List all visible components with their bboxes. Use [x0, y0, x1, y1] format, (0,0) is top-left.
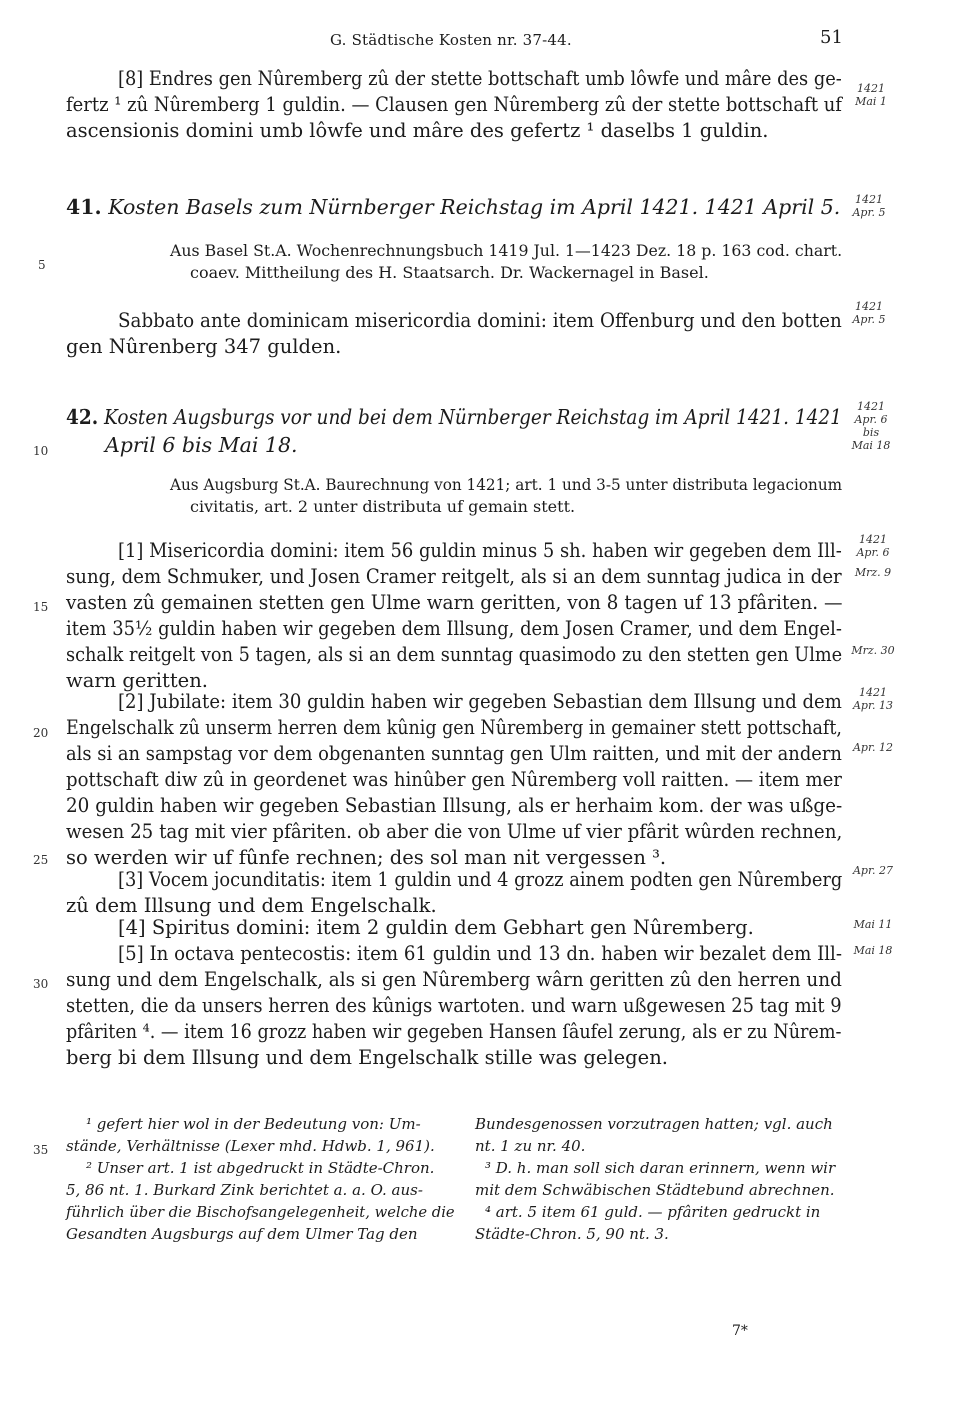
line-number-25: 25: [33, 853, 49, 867]
margin-date-mrz9: Mrz. 9: [854, 566, 892, 579]
footnote-right-line-3: ³ D. h. man soll sich daran erinnern, wenn wir: [485, 1159, 836, 1177]
intro-line-3: ascensionis domini umb lôwfe und mâre des gefertz ¹ daselbs 1 guldin.: [66, 119, 769, 142]
doc42-line-10: pottschaft diw zû in geordenet was hinûber gen Nûremberg voll raitten. — item mer: [66, 768, 842, 791]
doc42-line-4: item 35½ guldin haben wir gegeben dem Illsung, dem Josen Cramer, und dem Engel-: [66, 617, 842, 640]
doc41-number: 41.: [66, 195, 102, 219]
footnote-right-line-1: Bundesgenossen vorzutragen hatten; vgl. auch: [475, 1115, 833, 1133]
margin-date-mai11: Mai 11: [853, 918, 893, 931]
margin-date-intro: 1421 Mai 1: [855, 82, 887, 108]
margin-date-mai18: Mai 18: [853, 944, 893, 957]
margin-date-doc41: 1421 Apr. 5: [852, 193, 886, 219]
footnote-left-line-6: Gesandten Augsburgs auf dem Ulmer Tag den: [66, 1225, 418, 1243]
margin-date-doc42: 1421 Apr. 6 bis Mai 18: [851, 400, 891, 452]
intro-line-2: fertz ¹ zû Nûremberg 1 guldin. — Clausen gen Nûremberg zû der stette bottschaft uf: [66, 93, 842, 116]
footnote-left-line-5: führlich über die Bischofsangelegenheit, welche die: [66, 1203, 455, 1221]
margin-date-mrz30: Mrz. 30: [851, 644, 895, 657]
doc41-source-line-1: Aus Basel St.A. Wochenrechnungsbuch 1419 Jul. 1—1423 Dez. 18 p. 163 cod. chart.: [170, 241, 843, 260]
footnote-left-line-2: stände, Verhältnisse (Lexer mhd. Hdwb. 1, 961).: [66, 1137, 435, 1155]
doc42-line-13: so werden wir uf fûnfe rechnen; des sol man nit vergessen ³.: [66, 846, 667, 869]
doc42-line-21: berg bi dem Illsung und dem Engelschalk stille was gelegen.: [66, 1046, 668, 1069]
footnote-right-line-2: nt. 1 zu nr. 40.: [475, 1137, 586, 1155]
line-number-30: 30: [33, 977, 49, 991]
footnote-right-line-4: mit dem Schwäbischen Städtebund abrechnen.: [475, 1181, 835, 1199]
margin-date-apr13: 1421 Apr. 13: [852, 686, 894, 712]
doc42-line-18: sung und dem Engelschalk, als si gen Nûremberg wârn geritten zû den herren und: [66, 968, 842, 991]
doc41-body-line-2: gen Nûrenberg 347 gulden.: [66, 335, 342, 358]
running-title: G. Städtische Kosten nr. 37-44.: [330, 31, 572, 49]
footnote-right-line-6: Städte-Chron. 5, 90 nt. 3.: [475, 1225, 669, 1243]
footnote-right-line-5: ⁴ art. 5 item 61 guld. — pfâriten gedruckt in: [485, 1203, 821, 1221]
doc42-line-20: pfâriten ⁴. — item 16 grozz haben wir gegeben Hansen ſâufel zerung, als er zu Nûrem-: [66, 1020, 842, 1043]
footnote-left-line-4: 5, 86 nt. 1. Burkard Zink berichtet a. a. O. aus-: [66, 1181, 423, 1199]
doc42-line-19: stetten, die da unsers herren des kûnigs wartoten. und warn ußgewesen 25 tag mit 9: [66, 994, 842, 1017]
doc42-title-line-1: Kosten Augsburgs vor und bei dem Nürnberger Reichstag im April 1421. 1421: [104, 405, 842, 429]
line-number-15: 15: [33, 600, 49, 614]
footnote-left-line-3: ² Unser art. 1 ist abgedruckt in Städte-Chron.: [86, 1159, 435, 1177]
doc41-body-line-1: Sabbato ante dominicam misericordia domini: item Offenburg und den botten: [118, 309, 842, 332]
margin-date-apr27: Apr. 27: [852, 864, 894, 877]
doc42-line-17: [5] In octava pentecostis: item 61 guldin und 13 dn. haben wir bezalet dem Ill-: [118, 942, 843, 965]
doc42-line-12: wesen 25 tag mit vier pfâriten. ob aber die von Ulme uf vier pfârit wûrden rechnen,: [66, 820, 843, 843]
doc42-line-16: [4] Spiritus domini: item 2 guldin dem Gebhart gen Nûremberg.: [118, 916, 754, 939]
doc42-title-line-2: April 6 bis Mai 18.: [105, 433, 298, 457]
doc42-line-3: vasten zû gemainen stetten gen Ulme warn geritten, von 8 tagen uf 13 pfâriten. —: [66, 591, 843, 614]
line-number-20: 20: [33, 726, 49, 740]
line-number-35: 35: [33, 1143, 49, 1157]
doc42-heading: [66, 405, 842, 429]
margin-date-apr6: 1421 Apr. 6: [856, 533, 890, 559]
doc42-line-2: sung, dem Schmuker, und Josen Cramer reitgelt, als si an dem sunntag judica in der: [66, 565, 842, 588]
doc42-line-1: [1] Misericordia domini: item 56 guldin minus 5 sh. haben wir gegeben dem Ill-: [118, 539, 842, 562]
line-number-10: 10: [33, 444, 49, 458]
doc42-line-15: zû dem Illsung und dem Engelschalk.: [66, 894, 437, 917]
doc42-line-5: schalk reitgelt von 5 tagen, als si an dem sunntag quasimodo zu den stetten gen Ulme: [66, 643, 843, 666]
doc42-source-line-1: Aus Augsburg St.A. Baurechnung von 1421; art. 1 und 3-5 unter distributa legacionum: [170, 475, 843, 494]
intro-line-1: [8] Endres gen Nûremberg zû der stette bottschaft umb lôwfe und mâre des ge-: [118, 67, 842, 90]
doc41-heading: [66, 195, 840, 219]
margin-date-doc41-body: 1421 Apr. 5: [852, 300, 886, 326]
doc42-source-line-2: civitatis, art. 2 unter distributa uf gemain stett.: [190, 497, 576, 516]
margin-date-apr12: Apr. 12: [852, 741, 894, 754]
doc42-line-7: [2] Jubilate: item 30 guldin haben wir gegeben Sebastian dem Illsung und dem: [118, 690, 842, 713]
doc41-source-line-2: coaev. Mittheilung des H. Staatsarch. Dr. Wackernagel in Basel.: [190, 263, 709, 282]
doc42-line-14: [3] Vocem jocunditatis: item 1 guldin und 4 grozz ainem podten gen Nûremberg: [118, 868, 843, 891]
doc42-line-11: 20 guldin haben wir gegeben Sebastian Illsung, als er herhaim kom. der was ußge-: [66, 794, 843, 817]
page-number: 51: [820, 27, 843, 48]
doc42-line-6: warn geritten.: [66, 669, 208, 692]
doc42-line-8: Engelschalk zû unserm herren dem kûnig gen Nûremberg in gemainer stett pottschaft,: [66, 716, 842, 739]
doc42-line-9: als si an sampstag vor dem obgenanten sunntag gen Ulm raitten, und mit der andern: [66, 742, 842, 765]
doc42-number: 42.: [66, 405, 99, 429]
line-number-5: 5: [38, 258, 46, 272]
doc41-title: Kosten Basels zum Nürnberger Reichstag im April 1421. 1421 April 5.: [108, 195, 841, 219]
footnote-left-line-1: ¹ gefert hier wol in der Bedeutung von: Um-: [86, 1115, 421, 1133]
signature-mark: 7*: [732, 1323, 748, 1339]
